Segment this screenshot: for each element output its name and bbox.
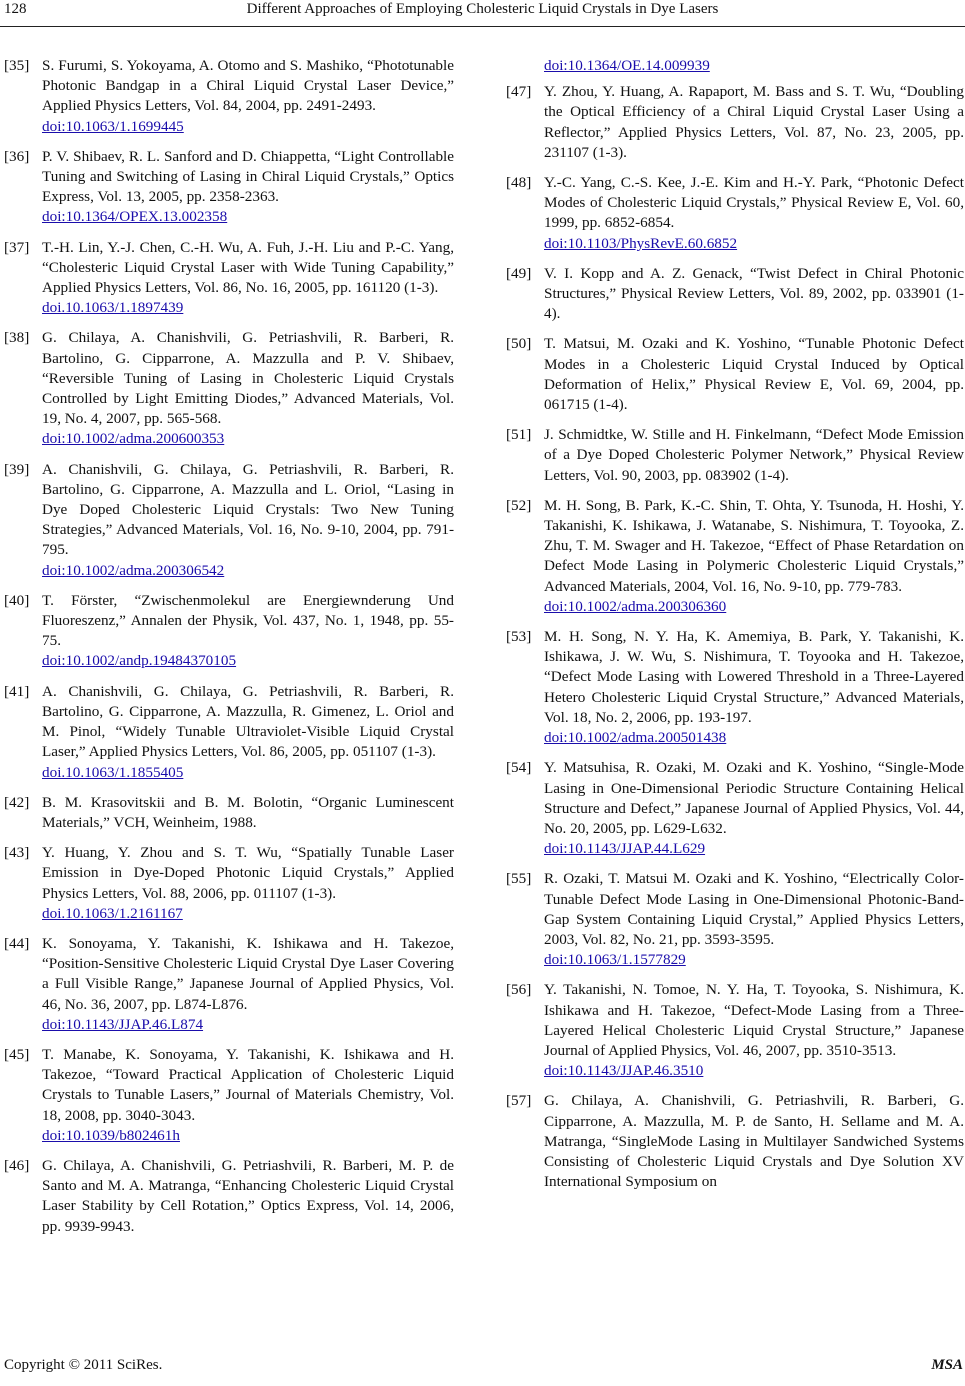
- reference-entry: [4, 1156, 454, 1237]
- reference-entry: [4, 147, 454, 228]
- reference-number: [43]: [4, 844, 30, 862]
- doi-link[interactable]: doi.10.1063/1.1855405: [42, 763, 184, 781]
- reference-entry: [506, 425, 964, 486]
- reference-text: T. Matsui, M. Ozaki and K. Yoshino, “Tunable Photonic Defect Modes in a Cholesteric Liquid Crystal Induced by Optical Deformation of Helix,” Physical Review E, Vol. 69, 2004, pp. 061715 (1-4).: [544, 335, 964, 414]
- reference-number: [54]: [506, 759, 532, 777]
- reference-number: [46]: [4, 1156, 30, 1174]
- reference-text: G. Chilaya, A. Chanishvili, G. Petriashvili, R. Barberi, G. Cipparrone, A. Mazzulla, M. P. de Santo, H. Sellame and M. A. Matranga, “SingleMode Lasing in Multilayer Sandwiched Systems Consisting of Cholesteric Liquid Crystals and Dye Solution XV International Symposium on: [544, 1092, 964, 1191]
- reference-text: Y. Matsuhisa, R. Ozaki, M. Ozaki and K. Yoshino, “Single-Mode Lasing in One-Dimensional Periodic Structure Containing Helical Structure and Defect,” Japanese Journal of Applied Physics, Vol. 44, No. 20, 2005, pp. L629-L632.: [544, 759, 964, 837]
- reference-text: P. V. Shibaev, R. L. Sanford and D. Chiappetta, “Light Controllable Tuning and Switching of Lasing in Chiral Liquid Crystals,” Optics Express, Vol. 13, 2005, pp. 2358-2363.: [42, 147, 454, 206]
- doi-link[interactable]: doi.10.1063/1.2161167: [42, 904, 183, 922]
- reference-text: B. M. Krasovitskii and B. M. Bolotin, “Organic Luminescent Materials,” VCH, Weinheim, 1988.: [42, 793, 454, 831]
- doi-link[interactable]: doi:10.1364/OE.14.009939: [544, 57, 710, 74]
- reference-number: [38]: [4, 329, 30, 347]
- reference-number: [47]: [506, 83, 532, 101]
- continued-reference: [506, 56, 964, 76]
- reference-text: Y. Zhou, Y. Huang, A. Rapaport, M. Bass and S. T. Wu, “Doubling the Optical Efficiency of a Chiral Liquid Crystal Laser Using a Reflector,” Applied Physics Letters, Vol. 87, No. 23, 2005, pp. 231107 (1-3).: [544, 83, 964, 161]
- reference-number: [55]: [506, 870, 532, 888]
- reference-column-right: [506, 56, 964, 1202]
- reference-entry: [506, 264, 964, 325]
- doi-link[interactable]: doi:10.1143/JJAP.46.L874: [42, 1015, 204, 1033]
- doi-link[interactable]: doi.10.1063/1.1897439: [42, 299, 184, 317]
- doi-link[interactable]: doi:10.1002/adma.200600353: [42, 430, 225, 448]
- doi-link[interactable]: doi:10.1103/PhysRevE.60.6852: [544, 234, 738, 252]
- page-footer: [4, 1357, 963, 1381]
- doi-link[interactable]: doi:10.1002/adma.200306360: [544, 597, 727, 615]
- reference-number: [57]: [506, 1092, 532, 1110]
- reference-entry: [4, 460, 454, 581]
- reference-entry: [4, 238, 454, 319]
- reference-text: A. Chanishvili, G. Chilaya, G. Petriashvili, R. Barberi, R. Bartolino, G. Cipparrone, A. Mazzulla and L. Oriol, “Lasing in Dye Doped Cholesteric Liquid Crystals: Two New Tuning Strategies,” Advanced Materials, Vol. 16, No. 9-10, 2004, pp. 791-795.: [42, 460, 454, 559]
- page-header: [0, 0, 965, 27]
- reference-entry: [4, 328, 454, 449]
- reference-text: Y. Huang, Y. Zhou and S. T. Wu, “Spatially Tunable Laser Emission in Dye-Doped Photonic Liquid Crystals,” Applied Physics Letters, Vol. 88, 2006, pp. 011107 (1-3).: [42, 844, 454, 902]
- reference-entry: [506, 173, 964, 254]
- reference-entry: [506, 496, 964, 617]
- reference-column-left: [4, 56, 454, 1247]
- reference-entry: [4, 591, 454, 672]
- reference-text: T.-H. Lin, Y.-J. Chen, C.-H. Wu, A. Fuh, J.-H. Liu and P.-C. Yang, “Cholesteric Liquid Crystal Laser with Wide Tuning Capability,” Applied Physics Letters, Vol. 86, No. 16, 2005, pp. 161120 (1-3).: [42, 238, 454, 297]
- reference-number: [44]: [4, 934, 30, 952]
- reference-number: [51]: [506, 426, 532, 444]
- doi-link[interactable]: doi:10.1063/1.1577829: [544, 951, 686, 969]
- reference-number: [45]: [4, 1045, 30, 1063]
- reference-number: [52]: [506, 496, 532, 514]
- reference-text: J. Schmidtke, W. Stille and H. Finkelmann, “Defect Mode Emission of a Dye Doped Cholesteric Polymer Network,” Physical Review Letters, Vol. 90, 2003, pp. 083902 (1-4).: [544, 426, 964, 484]
- page-number: 128: [4, 1, 27, 17]
- reference-text: V. I. Kopp and A. Z. Genack, “Twist Defect in Chiral Photonic Structures,” Physical Review Letters, Vol. 89, 2002, pp. 033901 (1-4).: [544, 264, 964, 323]
- reference-text: Y. Takanishi, N. Tomoe, N. Y. Ha, T. Toyooka, S. Nishimura, K. Ishikawa and H. Takezoe, “Defect-Mode Lasing from a Three-Layered Helical Cholesteric Liquid Crystal Structure,” Japanese Journal of Applied Physics, Vol. 46, 2007, pp. 3510-3513.: [544, 981, 964, 1059]
- reference-text: Y.-C. Yang, C.-S. Kee, J.-E. Kim and H.-Y. Park, “Photonic Defect Modes of Cholesteric Liquid Crystals,” Physical Review E, Vol. 60, 1999, pp. 6852-6854.: [544, 174, 964, 232]
- reference-entry: [506, 980, 964, 1081]
- reference-entry: [4, 934, 454, 1035]
- doi-link[interactable]: doi:10.1002/adma.200306542: [42, 561, 225, 579]
- reference-entry: [506, 758, 964, 859]
- reference-number: [49]: [506, 264, 532, 282]
- reference-text: M. H. Song, N. Y. Ha, K. Amemiya, B. Park, Y. Takanishi, K. Ishikawa, J. W. Wu, S. Nishimura, T. Toyooka and H. Takezoe, “Defect Mode Lasing with Lowered Threshold in a Three-Layered Hetero Cholesteric Liquid Crystal Structure,” Advanced Materials, Vol. 18, No. 2, 2006, pp. 193-197.: [544, 628, 964, 726]
- reference-entry: [506, 869, 964, 970]
- reference-text: T. Manabe, K. Sonoyama, Y. Takanishi, K. Ishikawa and H. Takezoe, “Toward Practical Application of Cholesteric Liquid Crystals to Tunable Lasers,” Journal of Materials Chemistry, Vol. 18, 2008, pp. 3040-3043.: [42, 1045, 454, 1124]
- doi-link[interactable]: doi:10.1143/JJAP.44.L629: [544, 840, 706, 858]
- reference-text: R. Ozaki, T. Matsui M. Ozaki and K. Yoshino, “Electrically Color-Tunable Defect Mode Lasing in One-Dimensional Photonic-Band-Gap System Containing Liquid Crystal,” Applied Physics Letters, 2003, Vol. 82, No. 21, pp. 3593-3595.: [544, 870, 964, 948]
- reference-entry: [506, 334, 964, 415]
- doi-link[interactable]: doi:10.1063/1.1699445: [42, 117, 184, 135]
- copyright-notice: Copyright © 2011 SciRes.: [4, 1357, 163, 1373]
- reference-text: G. Chilaya, A. Chanishvili, G. Petriashvili, R. Barberi, R. Bartolino, G. Cipparrone, A. Mazzulla and P. V. Shibaev, “Reversible Tuning of Lasing in Cholesteric Liquid Crystals Controlled by Light Emitting Diodes,” Advanced Materials, Vol. 19, No. 4, 2007, pp. 565-568.: [42, 329, 454, 428]
- reference-number: [48]: [506, 174, 532, 192]
- running-title: Different Approaches of Employing Cholesteric Liquid Crystals in Dye Lasers: [246, 1, 719, 17]
- reference-number: [53]: [506, 628, 532, 646]
- reference-entry: [506, 1091, 964, 1192]
- doi-link[interactable]: doi:10.1143/JJAP.46.3510: [544, 1062, 704, 1080]
- reference-text: G. Chilaya, A. Chanishvili, G. Petriashvili, R. Barberi, M. P. de Santo and M. A. Matranga, “Enhancing Cholesteric Liquid Crystal Laser Stability by Cell Rotation,” Optics Express, Vol. 14, 2006, pp. 9939-9943.: [42, 1156, 454, 1235]
- journal-abbreviation: MSA: [931, 1357, 963, 1373]
- reference-number: [41]: [4, 682, 30, 700]
- reference-entry: [506, 627, 964, 748]
- reference-entry: [506, 82, 964, 163]
- reference-entry: [4, 1045, 454, 1146]
- reference-number: [35]: [4, 57, 30, 74]
- reference-number: [40]: [4, 591, 30, 609]
- doi-link[interactable]: doi:10.1002/adma.200501438: [544, 729, 727, 747]
- reference-text: M. H. Song, B. Park, K.-C. Shin, T. Ohta, Y. Tsunoda, H. Hoshi, Y. Takanishi, K. Ishikawa, J. Watanabe, S. Nishimura, T. Toyooka, Z. Zhu, T. M. Swager and H. Takezoe, “Effect of Phase Retardation on Defect Mode Lasing in Polymeric Cholesteric Liquid Crystals,” Advanced Materials, 2004, Vol. 16, No. 9-10, pp. 779-783.: [544, 496, 964, 595]
- doi-link[interactable]: doi:10.1039/b802461h: [42, 1126, 180, 1144]
- reference-text: A. Chanishvili, G. Chilaya, G. Petriashvili, R. Barberi, R. Bartolino, G. Cipparrone, A. Mazzulla, R. Gimenez, L. Oriol and M. Pinol, “Widely Tunable Ultraviolet-Visible Liquid Crystal Laser,” Applied Physics Letters, Vol. 86, 2005, pp. 051107 (1-3).: [42, 682, 454, 761]
- reference-number: [50]: [506, 335, 532, 353]
- reference-entry: [4, 682, 454, 783]
- reference-number: [42]: [4, 793, 30, 811]
- reference-text: S. Furumi, S. Yokoyama, A. Otomo and S. Mashiko, “Phototunable Photonic Bandgap in a Chiral Liquid Crystal Laser Device,” Applied Physics Letters, Vol. 84, 2004, pp. 2491-2493.: [42, 57, 454, 115]
- reference-entry: [4, 793, 454, 833]
- doi-link[interactable]: doi:10.1364/OPEX.13.002358: [42, 208, 228, 226]
- reference-text: T. Förster, “Zwischenmolekul are Energiewnderung Und Fluoreszenz,” Annalen der Physik, Vol. 437, No. 1, 1948, pp. 55-75.: [42, 591, 454, 650]
- reference-number: [39]: [4, 460, 30, 478]
- reference-number: [37]: [4, 238, 30, 256]
- doi-link[interactable]: doi:10.1002/andp.19484370105: [42, 652, 237, 670]
- reference-entry: [4, 56, 454, 137]
- reference-number: [36]: [4, 147, 30, 165]
- reference-entry: [4, 843, 454, 924]
- reference-text: K. Sonoyama, Y. Takanishi, K. Ishikawa and H. Takezoe, “Position-Sensitive Cholesteric Liquid Crystal Dye Laser Covering a Full Visible Range,” Japanese Journal of Applied Physics, Vol. 46, No. 36, 2007, pp. L874-L876.: [42, 934, 454, 1013]
- reference-number: [56]: [506, 981, 532, 999]
